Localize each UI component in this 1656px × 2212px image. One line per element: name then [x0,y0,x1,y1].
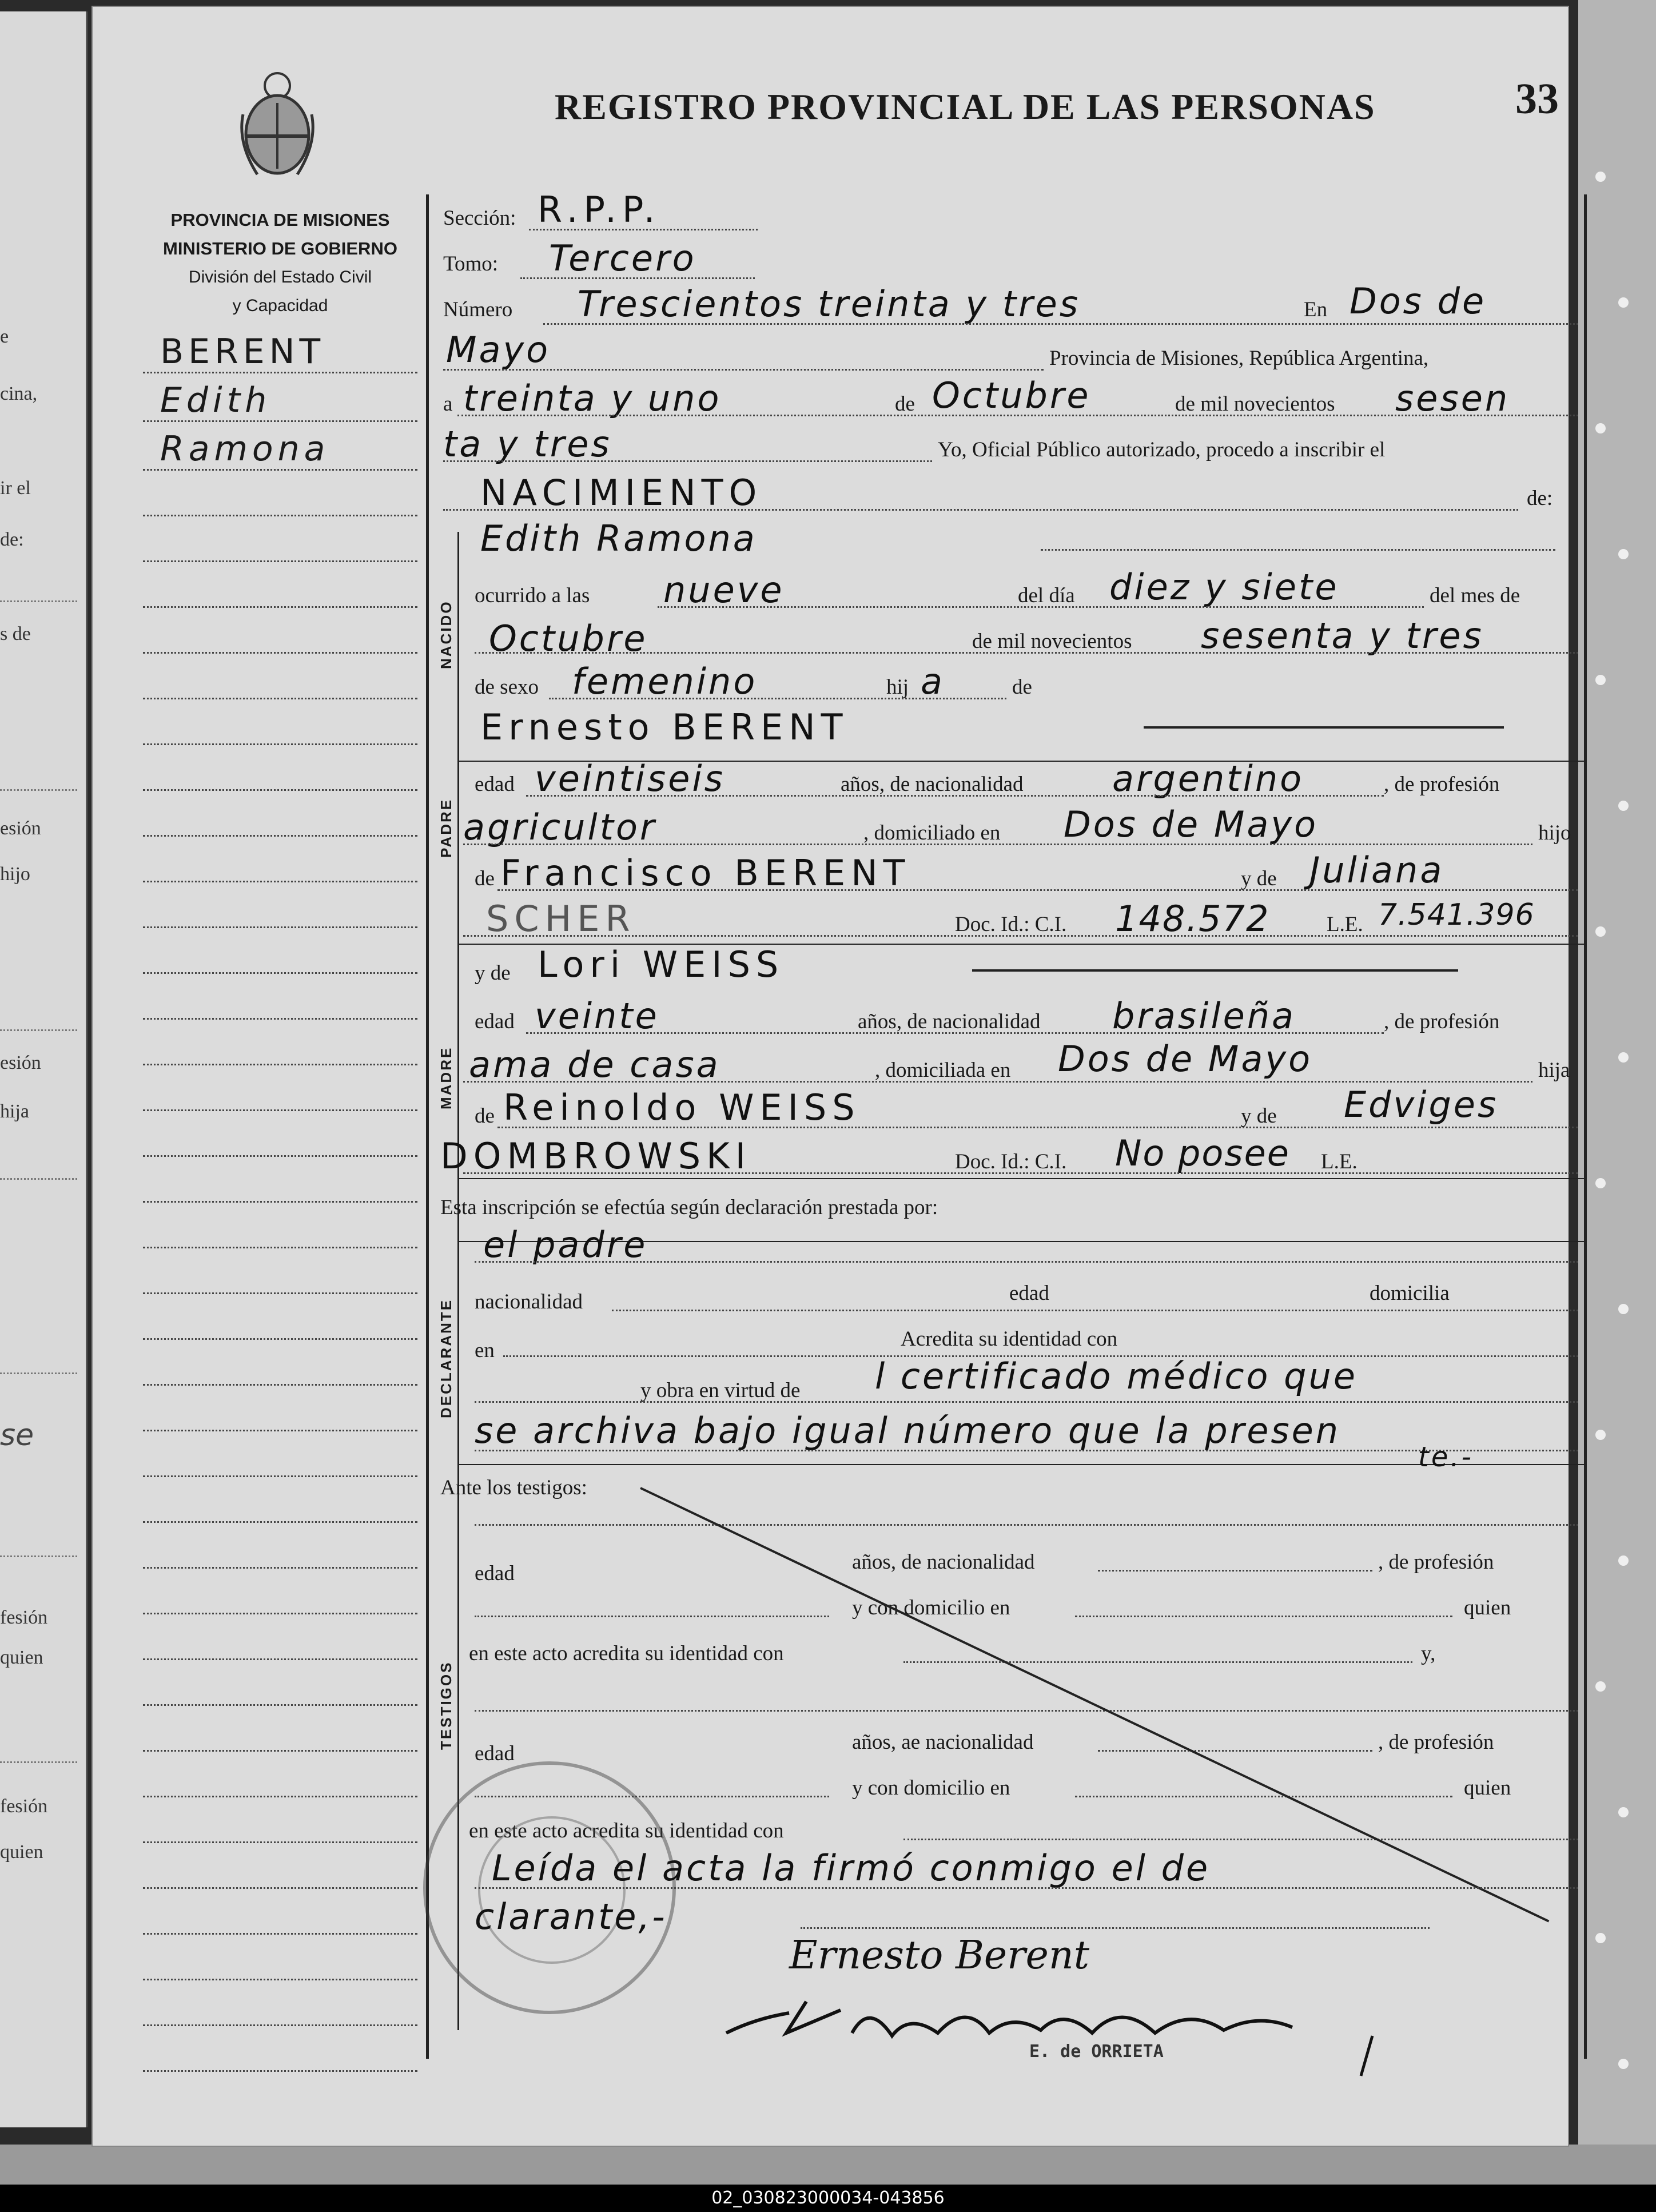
madre-section-label: MADRE [437,1046,455,1109]
numero-label: Número [443,298,513,321]
birth-hour: nueve [663,569,785,611]
dot [1618,1052,1629,1063]
sidebar-line [143,1887,417,1889]
testigo1-quien-label: quien [1464,1596,1511,1620]
place-value-part2: Mayo [446,329,551,371]
prev-text: de: [0,529,24,550]
testigo1-y-label: y, [1421,1642,1436,1665]
obra-label: y obra en virtud de [640,1379,801,1402]
sidebar-line [143,926,417,928]
section-separator [457,1464,1584,1465]
field-line [1075,1616,1452,1617]
day-label: del día [1018,584,1075,607]
sex-label: de sexo [475,675,539,699]
sidebar-line [143,1475,417,1477]
sidebar-line [143,606,417,608]
declarante-nat-label: nacionalidad [475,1290,583,1314]
maternal-grandmother: Edviges [1344,1084,1499,1125]
field-line [463,844,1532,845]
father-domicile: Dos de Mayo [1064,803,1319,845]
field-line [475,1710,1578,1712]
sidebar-line [143,1658,417,1660]
field-line [543,323,1578,325]
mother-ci: No posee [1115,1132,1290,1174]
dot [1595,423,1606,433]
place-value-part1: Dos de [1350,280,1487,322]
declarant: el padre [483,1224,648,1266]
sidebar-line [143,2070,417,2072]
father-name: Ernesto BERENT [480,706,849,748]
hour-label: ocurrido a las [475,584,590,607]
sidebar-line [143,1384,417,1386]
sidebar-line [143,652,417,654]
seccion-value: R.P.P. [538,189,661,230]
obra-value: l certificado médico que [875,1355,1358,1397]
de-label: de: [1527,487,1553,510]
testigo1-edad-label: edad [475,1562,515,1585]
mother-profession: ama de casa [469,1044,720,1085]
sidebar-line [143,789,417,791]
sex-value: femenino [572,661,758,702]
authority-line: PROVINCIA DE MISIONES [170,210,390,230]
binding-strip [1578,0,1656,2150]
official-label: Yo, Oficial Público autorizado, procedo a inscribir el [938,438,1386,462]
field-line [612,1310,1578,1311]
field-line [475,1401,1578,1403]
father-age: veintiseis [535,758,725,799]
father-le-label: L.E. [1327,913,1363,936]
dot [1618,1555,1629,1566]
testigo1-nat-label: años, de nacionalidad [852,1550,1035,1574]
father-dom-label: , domiciliado en [863,821,1001,845]
prev-text: e [0,326,9,347]
registration-year-part2: ta y tres [443,423,612,465]
mother-age: veinte [535,995,659,1037]
divider [0,1555,77,1557]
sidebar-line [143,972,417,974]
sidebar-line [143,515,417,516]
numero-value: Trescientos treinta y tres [578,283,1081,325]
sidebar-line [143,1109,417,1111]
dot [1618,549,1629,559]
mother-le-label: L.E. [1321,1150,1358,1173]
hijo-label: hijo [1538,821,1571,845]
sidebar-line [143,560,417,562]
birth-day: diez y siete [1109,566,1339,608]
field-line [497,889,1578,891]
field-line [1075,1796,1452,1797]
closing-line-1: Leída el acta la firmó conmigo el de [492,1847,1211,1889]
sidebar-line [143,1933,417,1935]
mother-dom-label: , domiciliada en [875,1059,1011,1082]
sidebar-line [143,1750,417,1752]
child-name: Edith Ramona [480,518,757,559]
sidebar-line [143,469,417,471]
dot [1618,1304,1629,1314]
prev-text: fesión [0,1607,48,1628]
field-line [526,1032,1384,1034]
testigo2-quien-label: quien [1464,1776,1511,1800]
sidebar-line [143,1292,417,1294]
dot [1618,297,1629,308]
sidebar-line [143,1567,417,1569]
field-line [475,1616,829,1617]
testigo1-prof-label: , de profesión [1378,1550,1494,1574]
field-line [903,1661,1412,1663]
field-line [529,229,758,230]
father-le: 7.541.396 [1378,898,1535,932]
field-line [1098,1570,1372,1572]
divider [0,1372,77,1374]
testigos-intro-label: Ante los testigos: [440,1476,587,1499]
father-ci: 148.572 [1115,898,1270,940]
acredita-label: Acredita su identidad con [901,1327,1118,1351]
official-stamp-name: E. de ORRIETA [1029,2042,1164,2062]
closing-line-2: clarante,- [475,1896,667,1938]
mother-nat-label: años, de nacionalidad [858,1010,1041,1033]
field-line [463,1081,1532,1083]
prev-text: hijo [0,864,30,885]
mother-prof-label: , de profesión [1384,1010,1500,1033]
dot [1618,2059,1629,2069]
field-line [1041,549,1555,551]
field-line [463,1172,1578,1174]
sidebar-line [143,1338,417,1340]
page-title: REGISTRO PROVINCIAL DE LAS PERSONAS [555,86,1376,127]
father-nat-label: años, de nacionalidad [841,773,1024,796]
prev-text: fesión [0,1796,48,1817]
declarante-dom-label: domicilia [1370,1282,1450,1305]
hija-label: hija [1538,1059,1570,1082]
tomo-label: Tomo: [443,252,499,276]
binding-bottom [0,2145,1656,2185]
prev-text: ir el [0,478,31,499]
mother-yde-label-2: y de [1241,1104,1277,1128]
field-line [475,1524,1578,1526]
field-line [903,1839,1578,1840]
frame-right-border [1584,194,1587,2059]
prev-text: esión [0,1052,41,1073]
field-line [801,1927,1430,1929]
hij-label: hij [886,675,909,699]
obra-value-2: se archiva bajo igual número que la presen [475,1410,1341,1451]
field-line [443,509,1518,511]
field-line [463,935,1578,937]
field-line [520,277,755,279]
mother-nationality: brasileña [1112,995,1296,1037]
maternal-grandmother-surname: DOMBROWSKI [440,1135,752,1177]
testigos-section-label: TESTIGOS [437,1661,455,1750]
sidebar-middle-name: Ramona [160,429,330,469]
sidebar-line [143,372,417,373]
paternal-grandfather: Francisco BERENT [500,852,911,894]
dot [1595,1178,1606,1188]
field-line [443,369,1044,371]
authority-line: MINISTERIO DE GOBIERNO [163,238,397,258]
father-yde-label: y de [1241,867,1277,890]
field-line [497,1127,1578,1128]
sidebar-line [143,698,417,699]
testigo2-dom-label: y con domicilio en [852,1776,1010,1800]
section-separator [457,1178,1584,1179]
declarante-edad-label: edad [1009,1282,1049,1305]
testigo2-prof-label: , de profesión [1378,1730,1494,1754]
dot [1595,1430,1606,1440]
field-line [475,652,1578,654]
divider [0,600,77,602]
prev-text: cina, [0,383,38,404]
birth-year-label: de mil novecientos [972,630,1132,653]
field-line [1098,1750,1372,1752]
seccion-label: Sección: [443,206,516,230]
sidebar-line [143,1979,417,1980]
paternal-grandmother-surname: SCHER [486,898,636,940]
sidebar-line [143,1796,417,1797]
dot [1618,801,1629,811]
dot [1595,1681,1606,1692]
sidebar-line [143,2024,417,2026]
registration-year-part1: sesen [1395,377,1510,419]
sidebar-line [143,1155,417,1157]
testigo2-acto-label: en este acto acredita su identidad con [469,1819,784,1843]
dot [1595,172,1606,182]
sidebar-surname: BERENT [160,332,325,372]
sidebar-line [143,1018,417,1020]
divider [0,789,77,791]
registration-month: Octubre [932,375,1091,416]
declarante-intro-label: Esta inscripción se efectúa según declaración prestada por: [440,1196,938,1219]
birth-month: Octubre [489,618,648,659]
sidebar-line [143,835,417,837]
hij-value: a [921,661,945,702]
sidebar-line [143,420,417,422]
mother-domicile: Dos de Mayo [1058,1038,1313,1080]
prev-text: se [0,1418,34,1453]
divider [0,1029,77,1031]
dot [1595,926,1606,937]
declarante-section-label: DECLARANTE [437,1298,455,1418]
dot [1618,1807,1629,1817]
sidebar-line [143,1201,417,1203]
field-line [526,795,1384,797]
father-doc-label: Doc. Id.: C.I. [955,913,1067,936]
dot [1595,675,1606,685]
testigo1-acto-label: en este acto acredita su identidad con [469,1642,784,1665]
sidebar-line [143,1704,417,1706]
divider [0,1178,77,1180]
official-signature [720,1979,1407,2082]
province-label: Provincia de Misiones, República Argentina, [1049,347,1429,370]
declarant-signature: Ernesto Berent [789,1933,1090,1978]
nacido-de-label: de [1012,675,1032,699]
coat-of-arms-icon [234,69,320,183]
prev-text: s de [0,623,31,644]
field-line [475,1887,1578,1889]
father-prof-label: , de profesión [1384,773,1500,796]
month-label: del mes de [1430,584,1520,607]
field-line [658,606,1424,608]
de-label: de [895,392,915,416]
paternal-grandmother: Juliana [1309,849,1444,891]
maternal-grandfather: Reinoldo WEISS [503,1087,861,1128]
prev-text: quien [0,1841,43,1863]
registration-day: treinta y uno [463,377,722,419]
sidebar-first-name: Edith [160,380,272,420]
field-line [549,698,1006,699]
sidebar-line [143,1064,417,1065]
mother-yde-label: y de [475,961,511,985]
nacido-section-label: NACIDO [437,600,455,669]
sidebar-line [143,1521,417,1523]
act-type: NACIMIENTO [480,472,763,514]
father-edad-label: edad [475,773,515,796]
sidebar-line [143,1247,417,1248]
field-line [475,1261,1578,1263]
issuing-authority [137,206,423,320]
father-profession: agricultor [463,806,657,848]
year-label: de mil novecientos [1175,392,1335,416]
mother-de-label: de [475,1104,495,1128]
prev-text: esión [0,818,41,839]
mother-name: Lori WEISS [538,944,785,985]
tomo-value: Tercero [549,237,696,279]
fill-line [1144,726,1504,729]
official-seal-inner [478,1816,626,1964]
padre-section-label: PADRE [437,798,455,858]
field-line [443,460,932,462]
father-de-label: de [475,867,495,890]
prev-text: quien [0,1647,43,1668]
field-line [457,415,1578,416]
image-id-footer: 02_030823000034-043856 [0,2185,1656,2212]
birth-year: sesenta y tres [1201,615,1484,657]
a-label: a [443,392,453,416]
frame-left-border [426,194,429,2059]
field-line [475,1450,1578,1451]
mother-doc-label: Doc. Id.: C.I. [955,1150,1067,1173]
prev-text: hija [0,1101,29,1122]
testigo2-edad-label: edad [475,1742,515,1765]
obra-value-3: te.- [1418,1441,1474,1473]
sidebar-line [143,743,417,745]
previous-page-edge [0,11,87,2127]
page-number: 33 [1515,75,1559,123]
mother-edad-label: edad [475,1010,515,1033]
testigo1-dom-label: y con domicilio en [852,1596,1010,1620]
authority-line: y Capacidad [232,296,328,315]
father-nationality: argentino [1112,758,1304,799]
declarante-en-label: en [475,1339,495,1362]
testigo2-nat-label: años, ae nacionalidad [852,1730,1034,1754]
sidebar-line [143,881,417,882]
sidebar-line [143,1613,417,1614]
dot [1595,1933,1606,1943]
en-label: En [1304,298,1328,321]
authority-line: División del Estado Civil [188,268,372,287]
sidebar-line [143,1430,417,1431]
sidebar-line [143,1841,417,1843]
divider [0,1761,77,1763]
fill-line [972,969,1458,972]
